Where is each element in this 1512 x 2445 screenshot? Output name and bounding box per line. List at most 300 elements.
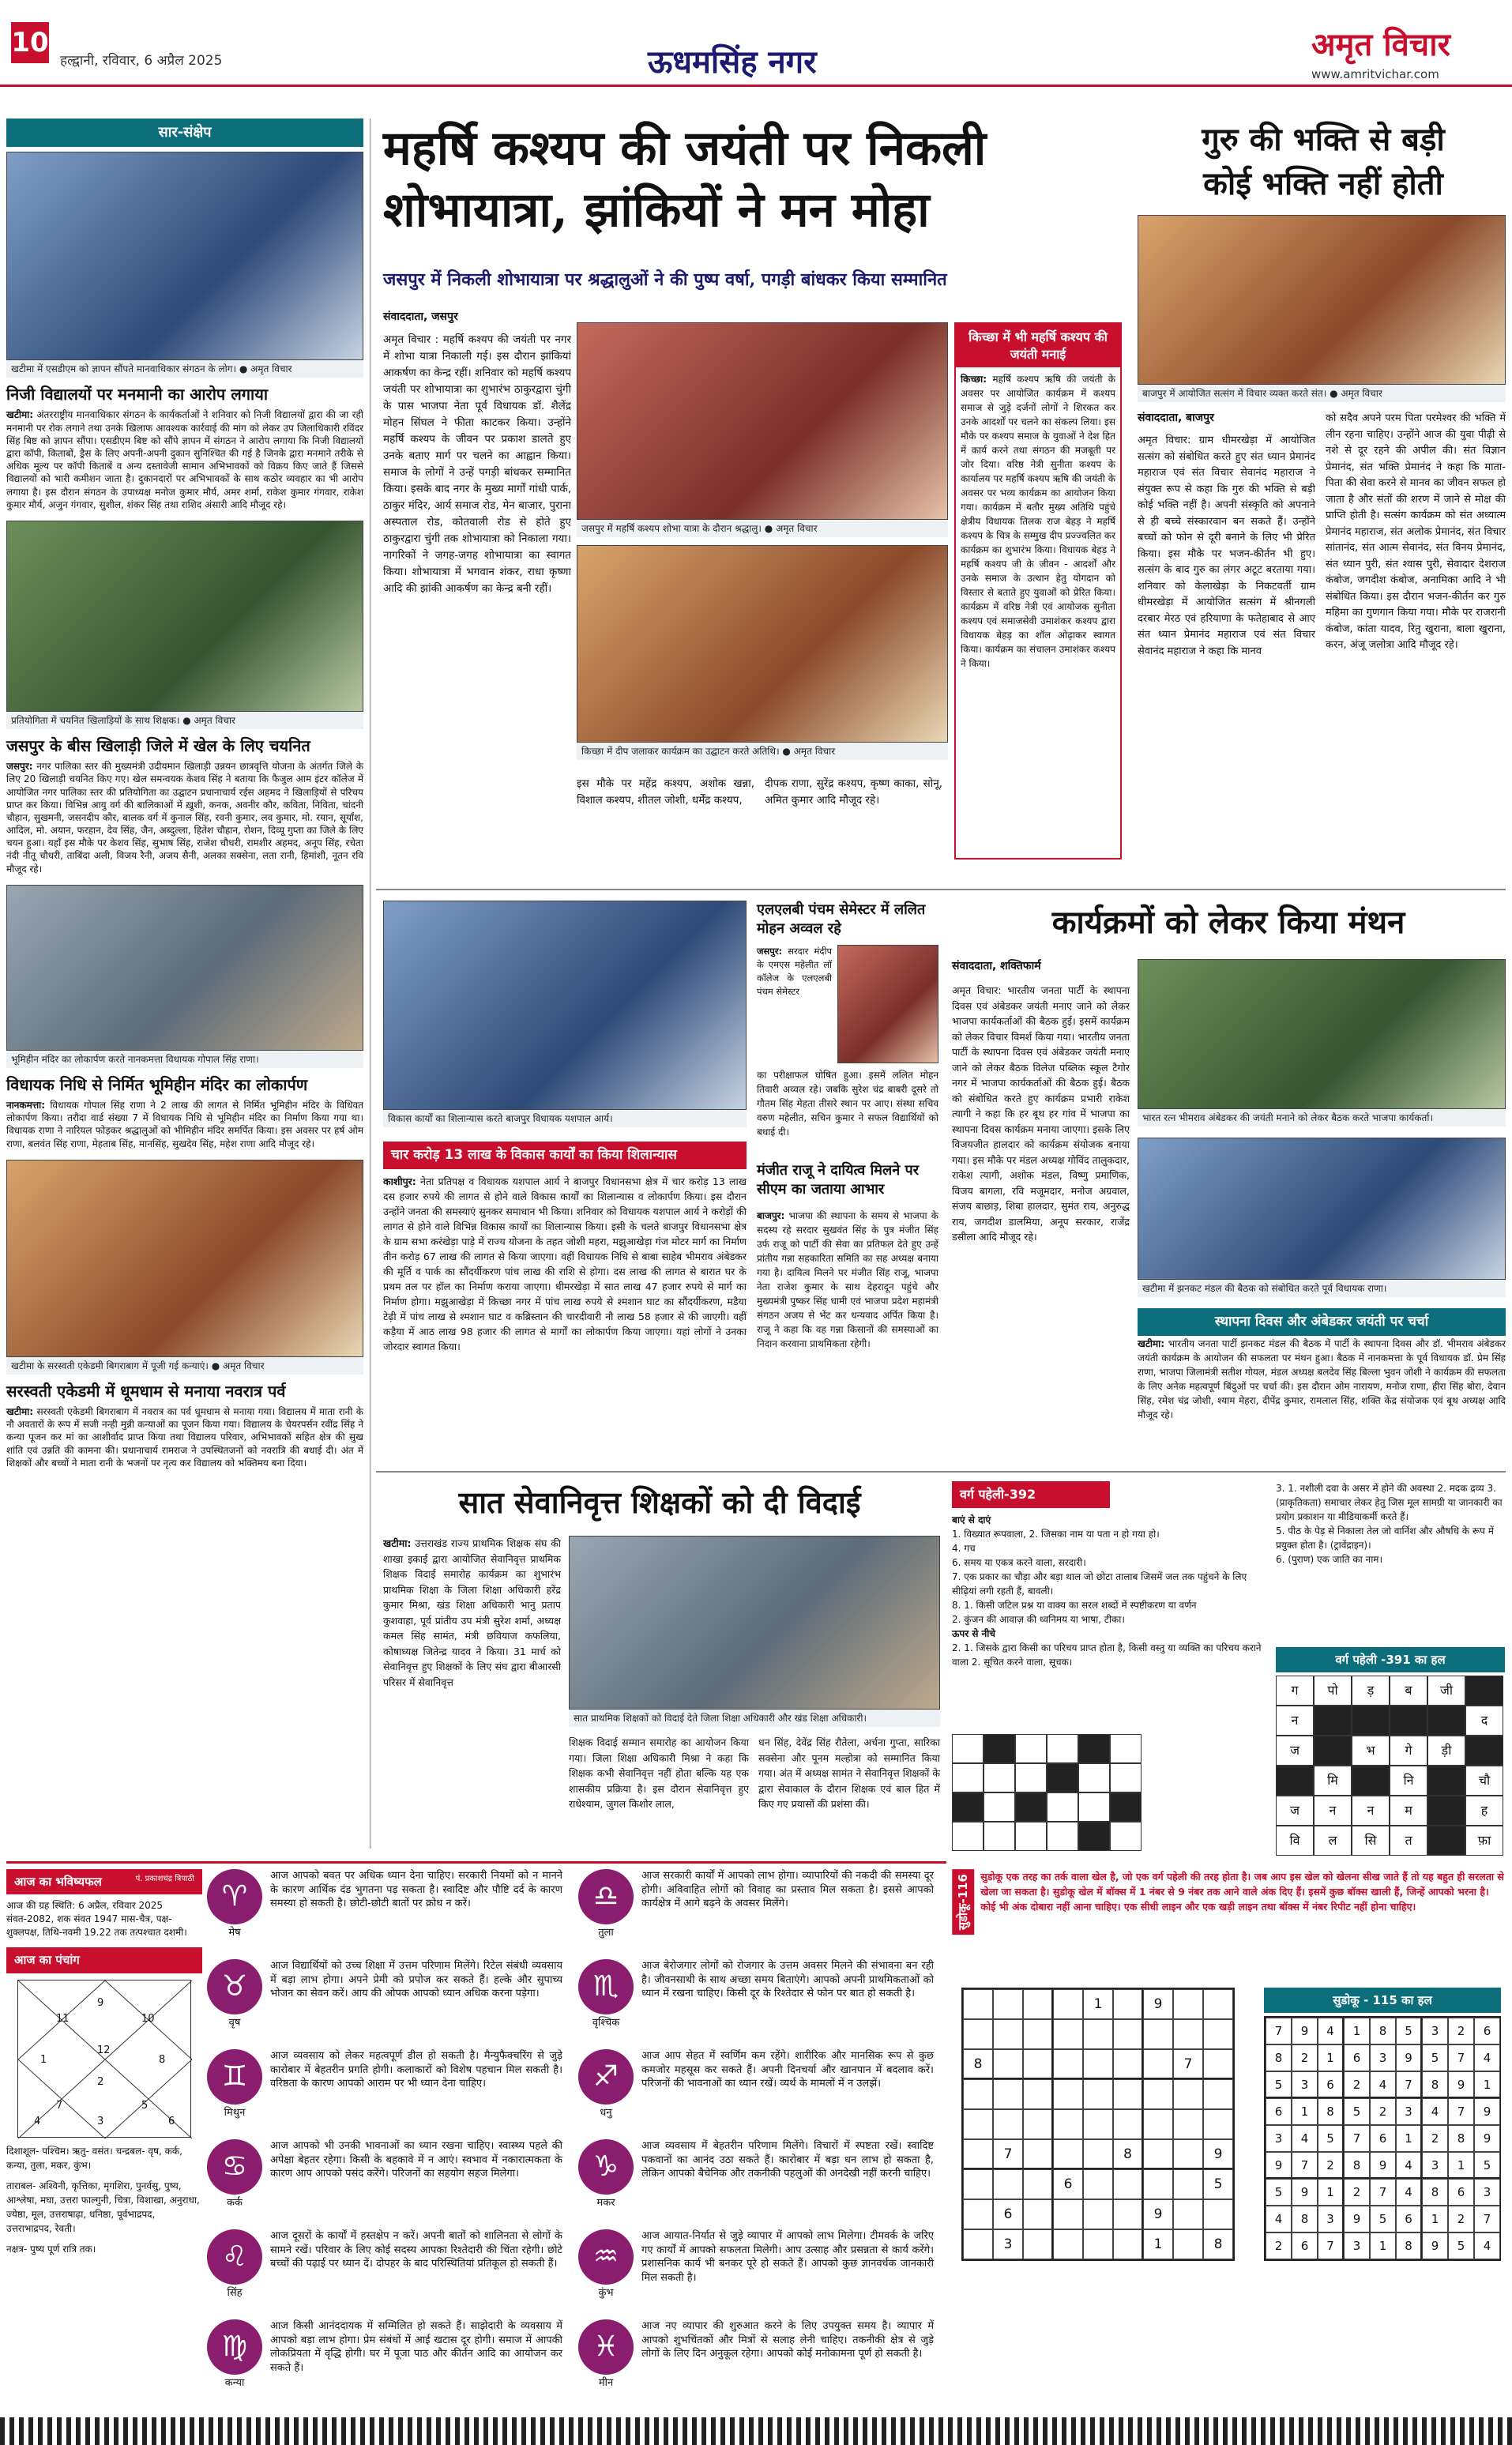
cw-answer-cell (1427, 1706, 1465, 1736)
sudoku-cell[interactable] (1203, 2199, 1233, 2229)
sudoku-cell[interactable] (993, 2019, 1023, 2049)
zodiac-text: आज व्यवसाय में बेहतरीन परिणाम मिलेंगे। विचारों में स्पष्टता रखें। स्वादिष्ट पकवानों का आनंद उठा सकते हैं। कारोबार में बड़ा धन लाभ हो सकता है, लेकिन आपको बैचेनिक और तकनीकी पहलुओं की अनदेखी नहीं करनी चाहिए। (641, 2140, 934, 2180)
sudoku-answer-cell: 6 (1344, 2044, 1370, 2071)
sudoku-cell[interactable] (1053, 2019, 1083, 2049)
sudoku-cell[interactable] (1203, 2109, 1233, 2139)
zodiac-icon: ♍ (207, 2319, 262, 2375)
sudoku-cell[interactable] (1023, 1989, 1053, 2019)
guru-reporter: संवाददाता, बाजपुर (1138, 412, 1214, 424)
sudoku-cell[interactable] (1053, 1989, 1083, 2019)
sudoku-cell[interactable] (1023, 2169, 1053, 2199)
zodiac-name: वृश्चिक (592, 2017, 620, 2029)
crossword-answer-grid (1276, 1676, 1505, 1856)
sudoku-answer (1264, 1988, 1501, 2261)
sudoku-answer-cell: 8 (1370, 2018, 1396, 2044)
cw-cell[interactable] (1047, 1822, 1078, 1851)
sudoku-cell[interactable] (1113, 1989, 1143, 2019)
shikshak-body-col2: शिक्षक विदाई सम्मान समारोह का आयोजन किया गया। जिला शिक्षा अधिकारी मिश्रा ने कहा कि शिक्षक कभी सेवानिवृत्त नहीं होता बल्कि यह एक शासकीय प्रक्रिया है। इस दौरान सेवानिवृत्त हुए राधेश्याम, जुगल किशोर लाल, (569, 1736, 749, 1810)
sudoku-answer-cell: 1 (1396, 2125, 1422, 2152)
zodiac-name: सिंह (227, 2287, 243, 2299)
sudoku-answer-cell: 6 (1370, 2125, 1396, 2152)
sudoku-answer-cell: 7 (1318, 2232, 1344, 2259)
sudoku-answer-cell: 1 (1474, 2071, 1500, 2098)
sudoku-answer-cell: 8 (1422, 2179, 1448, 2206)
sudoku-cell[interactable] (993, 2169, 1023, 2199)
sudoku-cell[interactable] (1053, 2199, 1083, 2229)
zodiac-sign (207, 1869, 562, 1940)
sudoku-answer-cell: 1 (1318, 2044, 1344, 2071)
sidebar-story-1-title: निजी विद्यालयों पर मनमानी का आरोप लगाया (6, 385, 268, 404)
sudoku-answer-cell: 1 (1422, 2206, 1448, 2232)
sudoku-cell[interactable] (1083, 2139, 1113, 2169)
sudoku-answer-cell: 4 (1422, 2098, 1448, 2125)
sudoku-answer-cell: 4 (1266, 2206, 1292, 2232)
lalit-headline: एलएलबी पंचम सेमेस्टर में ललित मोहन अव्वल रहे (757, 901, 926, 937)
cw-cell (1015, 1792, 1047, 1822)
panchang-title-text: आज का भविष्यफल (14, 1875, 102, 1889)
sudoku-cell[interactable] (963, 2019, 993, 2049)
shilanyas-text: नेता प्रतिपक्ष व विधायक यशपाल आर्य ने बाजपुर विधानसभा क्षेत्र में चार करोड़ 13 लाख दस हजार रुपये की लागत से होने वाले विकास कार्यों का शिलान्यास व लोकार्पण किया। इस दौरान उन्होंने जनता की समस्याएं सुनकर समाधान भी किया। शनिवार को विधायक यशपाल आर्य ने करोड़ों की लागत से होने वाले विभिन्न विकास कार्यों का शिलान्यास किया। इसी के चलते बाजपुर विधानसभा क्षेत्र के ग्राम सभा करंखेड़ा पाड़े में राज्य योजना के तहत जोशी महरा, मझुआखेड़ा गंज मोटर मार्ग का निर्माण तीन करोड़ 67 लाख की लागत से किया जाएगा। वहीं विधायक निधि से बाबा साहेब भीमराव अंबेडकर की मूर्ति व पार्क का सौंदर्यीकरण पांच लाख की राशि से होगा। दस लाख की लागत से बारात घर के प्रथम तल पर हॉल का निर्माण कराया जाएगा। धीमरखेड़ा में सात लाख 47 हजार रुपये से मार्ग का निर्माण होगा। मझुआखेड़ा में किच्छा नगर में पांच लाख रुपये से श्मशान घाट का सौंदर्यीकरण, मडैया टेढ़ी में पांच लाख से श्मशान घाट व कब्रिस्तान की चारदीवारी नौ लाख 58 हजार से की जाएगी। वहीं कड़ैया में आठ लाख 98 हजार की लागत से मार्गों का लोकार्पण किया जाएगा। यहां लोगों ने उनका जोरदार स्वागत किया। (383, 1175, 747, 1352)
sudoku-cell[interactable] (1053, 2109, 1083, 2139)
sudoku-cell[interactable] (1113, 2079, 1143, 2109)
zodiac-icon: ♐ (578, 2049, 634, 2105)
clue-down: 3. 1. नशीली दवा के असर में होने की अवस्था 2. मदक द्रव्य 3. (प्राकृतिकता) समाचार लेकर हेतु जिस मूल सामग्री या जानकारी का प्रयोग प्रकाशन या मीडियाकर्मी करते हैं। (1276, 1483, 1503, 1522)
bottom-strip (0, 2417, 1512, 2445)
nakshatra: नक्षत्र- पुष्य पूर्ण रात्रि तक। (6, 2243, 96, 2255)
row-rule-2 (376, 1471, 1506, 1473)
sudoku-cell[interactable] (1203, 2049, 1233, 2079)
sidebar-photo-2 (6, 521, 363, 712)
sudoku-cell[interactable] (1023, 2049, 1053, 2079)
clue-across: 6. समय या एकत्र करने वाला, सरदारी। (952, 1557, 1086, 1568)
cw-answer-cell: ज (1276, 1796, 1314, 1826)
sudoku-cell: 8 (1203, 2229, 1233, 2259)
zodiac-icon-box (207, 1959, 262, 2030)
cw-cell[interactable] (1110, 1734, 1142, 1763)
sudoku-cell[interactable] (1203, 2019, 1233, 2049)
zodiac-icon-box (578, 2229, 634, 2300)
cw-answer-cell (1314, 1736, 1352, 1766)
cw-cell[interactable] (1015, 1763, 1047, 1792)
zodiac-name: मेष (228, 1927, 241, 1939)
sudoku-cell[interactable] (1113, 2019, 1143, 2049)
cw-answer-cell: फ़ा (1465, 1826, 1503, 1856)
sudoku-instructions: सुडोकू एक तरह का तर्क वाला खेल है, जो एक वर्ग पहेली की तरह होता है। जब आप इस खेल को खेलना सीख जाते हैं तो यह बहुत ही सरलता से खेला जा सकता है। सुडोकू खेल में बॉक्स में 1 नंबर से 9 नंबर तक आने वाले अंक दिए हैं। इसमें कुछ बॉक्स खाली हैं, जिन्हें आपको भरना है। कोई भी अंक दोबारा नहीं आना चाहिए। एक सीधी लाइन और एक खड़ी लाइन तथा बॉक्स में नंबर रिपीट नहीं होना चाहिए। (980, 1871, 1504, 1913)
sudoku-grid[interactable] (961, 1988, 1235, 2261)
sudoku-answer-cell: 1 (1292, 2098, 1318, 2125)
sudoku-cell[interactable] (1173, 2079, 1203, 2109)
zodiac-name: धनु (600, 2107, 612, 2119)
sudoku-cell[interactable] (1083, 2169, 1113, 2199)
crossword-across-head: बाएं से दाएं (952, 1514, 991, 1525)
lead-body-bottom-2: दीपक राणा, सुरेंद्र कश्यप, कृष्ण काका, सोनू, अमित कुमार आदि मौजूद रहे। (765, 777, 942, 807)
sudoku-cell[interactable] (1083, 2229, 1113, 2259)
kundli-number: 3 (97, 2115, 104, 2127)
sudoku-answer-cell: 6 (1318, 2071, 1344, 2098)
sudoku-answer-cell: 9 (1422, 2232, 1448, 2259)
manthan-photo-2 (1138, 1138, 1506, 1280)
kundli-number: 6 (168, 2115, 175, 2127)
sidebar-story-2-text: नगर पालिका स्तर की मुख्यमंत्री उदीयमान खिलाड़ी उन्नयन छात्रवृत्ति योजना के अंतर्गत जिले के लिए 20 खिलाड़ी चयनित किए गए। खेल समन्वयक केशव सिंह ने बताया कि फैजुल आम इंटर कॉलेज में आयोजित नगर पालिका स्तर की प्रतियोगिता का उद्घाटन प्रधानाचार्य रईस अहमद ने खिलाड़ियों से परिचय प्राप्त कर किया। विभिन्न आयु वर्ग की बालिकाओं में ख़ुशी, कनक, अवनीर कौर, कविता, निविता, चांदनी चौहान, सुखमनी, जसनदीप कौर, बालक वर्ग में कुनाल सिंह, रवनी कुमार, लव कुमार, मो. रयान, सूर्यांश, आदिल, मो. अयान, फरहान, देव सिंह, जैन, अब्दुल्ला, हितेश चौहान, रोशन, दिव्यू गुप्ता का जिले के लिए चयन हुआ। यहाँ इस मौके पर केशव सिंह, सुभाष सिंह, राजेश चौधरी, रामशीर अहमद, अनूप सिंह, रचेता नंदी नीतू चौधरी, ताबिंदा अली, विजय रैनी, अजय सैनी, अलका सक्सेना, लता रानी, हिमांशी, नूतन रवि मौजूद रहे। (6, 761, 363, 875)
zodiac-text: आज आयात-निर्यात से जुड़े व्यापार में आपको लाभ मिलेगा। टीमवर्क के जरिए गए कार्यों में आपको सफलता मिलेगी। आप उत्साह और प्रसन्नता से कार्य करेंगे। प्रशासनिक कार्य भी बनकर पूरे हो सकते हैं। आपको कुछ ज्ञानवर्धक जानकारी मिल सकती है। (641, 2230, 934, 2284)
sidebar-photo-1-caption: खटीमा में एसडीएम को ज्ञापन सौंपते मानवाधिकार संगठन के लोग। ● अमृत विचार (6, 360, 363, 378)
shikshak-headline: सात सेवानिवृत्त शिक्षकों को दी विदाई (458, 1484, 861, 1520)
sudoku-answer-cell: 5 (1318, 2125, 1344, 2152)
cw-cell (1078, 1822, 1110, 1851)
sudoku-answer-cell: 3 (1474, 2179, 1500, 2206)
cw-cell (984, 1734, 1015, 1763)
sudoku-answer-cell: 3 (1396, 2098, 1422, 2125)
sudoku-answer-cell: 2 (1448, 2206, 1474, 2232)
clue-across: 8. 1. किसी जटिल प्रश्न या वाक्य का सरल शब्दों में स्पष्टीकरण या वर्णन (952, 1600, 1197, 1611)
sudoku-cell[interactable] (1143, 2019, 1173, 2049)
shilanyas-dateline: काशीपुर: (383, 1175, 416, 1187)
manjit-text: भाजपा की स्थापना के समय से भाजपा के सदस्य रहे सरदार सुखवंत सिंह के पुत्र मंजीत सिंह उर्फ राजू को पार्टी की सेवा का प्रतिफल देते हुए उन्हें प्रांतीय गन्ना सहकारिता समिति का सह अध्यक्ष बनाया गया है। दायित्व मिलने पर मंजीत सिंह राजू, भाजपा नेता राजेश कुमार के साथ देहरादून पहुंचे और मुख्यमंत्री पुष्कर सिंह धामी एवं भाजपा प्रदेश महामंत्री संगठन अजय से भेंट कर धन्यवाद अर्पित किया है। राजू ने कहा कि वह गन्ना किसानों की समस्याओं का निदान करवाना प्राथमिकता रहेगी। (757, 1210, 938, 1349)
manthan-photo-1 (1138, 959, 1506, 1109)
sudoku-cell[interactable] (1113, 2109, 1143, 2139)
cw-cell[interactable] (1078, 1763, 1110, 1792)
sudoku-cell[interactable] (1023, 2109, 1053, 2139)
sudoku-answer-cell: 7 (1344, 2125, 1370, 2152)
sudoku-cell[interactable] (1053, 2139, 1083, 2169)
manjit-body (757, 1209, 938, 1460)
sudoku-cell: 8 (1113, 2139, 1143, 2169)
sudoku-cell[interactable] (993, 2079, 1023, 2109)
shikshak-dateline: खटीमा: (383, 1537, 412, 1549)
kundli-number: 11 (56, 2012, 70, 2025)
sudoku-answer-cell: 5 (1474, 2152, 1500, 2179)
cw-cell[interactable] (1015, 1822, 1047, 1851)
cw-cell[interactable] (1110, 1822, 1142, 1851)
shilanyas-photo-caption: विकास कार्यों का शिलान्यास करते बाजपुर विधायक यशपाल आर्य। (383, 1110, 747, 1127)
sudoku-answer-grid (1264, 2016, 1501, 2261)
panchang-byline: पं. प्रकाशचंद्र त्रिपाठी (135, 1875, 194, 1883)
sidebar-story-4-title: सरस्वती एकेडमी में धूमधाम से मनाया नवरात्र पर्व (6, 1381, 286, 1401)
sudoku-cell[interactable] (1053, 2049, 1083, 2079)
cw-answer-cell: न (1276, 1706, 1314, 1736)
sidebar-story-1-body (6, 408, 363, 511)
sudoku-cell: 1 (1143, 2229, 1173, 2259)
sidebar-photo-4-caption: खटीमा के सरस्वती एकेडमी बिगराबाग में पूजी गई कन्याएं। ● अमृत विचार (6, 1357, 363, 1375)
crossword (952, 1481, 1505, 1860)
manthan-reporter: संवाददाता, शक्तिफार्म (952, 960, 1041, 972)
sudoku-cell[interactable] (1053, 2079, 1083, 2109)
sudoku-cell[interactable] (1143, 2079, 1173, 2109)
zodiac-icon: ♒ (578, 2229, 634, 2285)
zodiac-icon: ♎ (578, 1869, 634, 1924)
zodiac-icon: ♏ (578, 1959, 634, 2014)
cw-answer-cell: त (1390, 1826, 1427, 1856)
row-rule (376, 889, 1506, 890)
cw-answer-cell: सि (1352, 1826, 1390, 1856)
tarabal: ताराबल- अश्विनी, कृत्तिका, मृगशिरा, पुनर्वसु, पुष्य, आश्लेषा, मघा, उत्तरा फाल्गुनी, चित्रा, विशाखा, अनुराधा, ज्येष्ठा, मूल, उत्तराषाढ़ा, धनिष्ठा, पूर्वभाद्रपद, उत्तराभाद्रपद, रेवती। (6, 2180, 200, 2234)
sudoku-answer-cell: 4 (1292, 2125, 1318, 2152)
sudoku-cell[interactable] (963, 2139, 993, 2169)
sudoku-cell[interactable] (963, 2109, 993, 2139)
sudoku-cell[interactable] (1173, 2199, 1203, 2229)
sidebar-story-2-title: जसपुर के बीस खिलाड़ी जिले में खेल के लिए चयनित (6, 736, 310, 756)
sudoku-cell[interactable] (1023, 2079, 1053, 2109)
cw-cell[interactable] (952, 1763, 984, 1792)
sudoku-answer-cell: 3 (1422, 2152, 1448, 2179)
sudoku-answer-cell: 5 (1422, 2044, 1448, 2071)
cw-cell[interactable] (1110, 1763, 1142, 1792)
zodiac-icon-box (207, 2319, 262, 2390)
sudoku-cell[interactable] (1143, 2139, 1173, 2169)
sudoku-answer-cell: 2 (1344, 2071, 1370, 2098)
guru-photo (1138, 215, 1506, 385)
zodiac-icon-box (578, 1959, 634, 2030)
cw-cell[interactable] (1047, 1734, 1078, 1763)
clue-across: 4. गच (952, 1543, 976, 1554)
cw-answer-cell (1276, 1766, 1314, 1796)
sudoku-cell[interactable] (1053, 2229, 1083, 2259)
sudoku-cell: 9 (1143, 2199, 1173, 2229)
crossword-grid[interactable] (952, 1734, 1142, 1853)
sudoku-answer-cell: 4 (1396, 2152, 1422, 2179)
brand-logo: अमृत विचार (1311, 26, 1450, 63)
cw-answer-cell: ड़ी (1427, 1736, 1465, 1766)
cw-answer-cell (1427, 1826, 1465, 1856)
cw-answer-cell: न (1352, 1796, 1390, 1826)
sudoku-cell[interactable] (1113, 2199, 1143, 2229)
sudoku-cell: 6 (1053, 2169, 1083, 2199)
clue-across: 1. विख्यात रूपवाला, 2. जिसका नाम या पता न हो गया हो। (952, 1529, 1160, 1540)
panchang (6, 1869, 202, 2414)
kundli-number: 5 (141, 2099, 149, 2112)
guru-photo-caption: बाजपुर में आयोजित सत्संग में विचार व्यक्त करते संत। ● अमृत विचार (1138, 385, 1506, 402)
sudoku-cell[interactable] (963, 2229, 993, 2259)
cw-cell[interactable] (1015, 1734, 1047, 1763)
kundli-number: 8 (159, 2053, 166, 2066)
sudoku-answer-cell: 9 (1266, 2152, 1292, 2179)
zodiac-sign (578, 1869, 934, 1940)
cw-answer-cell (1427, 1766, 1465, 1796)
panchang-text: आज की ग्रह स्थिति: 6 अप्रैल, रविवार 2025 संवत-2082, शक संवत 1947 मास-चैत्र, पक्ष-शुक्लपक्ष, तिथि-नवमी 19.22 तक तत्पश्चात दशमी। (6, 1900, 187, 1939)
sudoku-cell[interactable] (993, 2049, 1023, 2079)
shikshak-body-col1 (383, 1536, 561, 1852)
sudoku-cell: 8 (963, 2049, 993, 2079)
sudoku-cell[interactable] (1023, 2229, 1053, 2259)
sudoku-cell[interactable] (1113, 2169, 1143, 2199)
sidebar-story-1-text: अंतरराष्ट्रीय मानवाधिकार संगठन के कार्यकर्ताओं ने शनिवार को निजी विद्यालयों द्वारा की जा रही मनमानी पर रोक लगाने तथा उनके खिलाफ आवश्यक कार्रवाई की मांग को लेकर उप जिलाधिकारी रविंदर सिंह बिष्ट को ज्ञापन सौंपा। एसडीएम बिष्ट को सौंपे ज्ञापन में संगठन ने आरोप लगाया कि निजी विद्यालयों द्वारा कॉपी, किताबों, ड्रैस के लिए अपनी-अपनी दुकान सुनिश्चित की गई है जिनके द्वारा मनमाने तरीके से अधिक मूल्य पर कॉपी किताबें व अन्य दस्तावेजी सामान अभिभावकों को विक्रय किए जाते हैं जिससे विद्यालयों को भारी कमीशन जाता है। दुकानदारों पर अभिभावकों के साथ कठोर व्यवहार का भी आरोप लगाया है। इस दौरान संगठन के उपाध्यक्ष मनोज कुमार मौर्य, अमर शर्मा, राकेश कुमार गंगवार, राकेश कुमार मौर्य, अजुन गंगवार, सुशील, शंकर सिंह तथा राशिद अंसारी आदि मौजूद रहे। (6, 409, 363, 510)
sudoku-cell[interactable] (1023, 2019, 1053, 2049)
zodiac-icon-box (578, 1869, 634, 1940)
chart-title: आज का पंचांग (6, 1947, 202, 1973)
cw-answer-cell: ड़ (1352, 1676, 1390, 1706)
sudoku-cell[interactable] (993, 1989, 1023, 2019)
zodiac-icon: ♌ (207, 2229, 262, 2285)
sudoku-cell: 9 (1143, 1989, 1173, 2019)
sudoku-cell: 7 (1173, 2049, 1203, 2079)
kichha-text: महर्षि कश्यप ऋषि की जयंती के अवसर पर आयोजित कार्यक्रम में कश्यप समाज से जुड़े दर्जनों लोगों ने शिरकत कर उनके आदर्शों पर चलने का संकल्प लिया। इस मौके पर कश्यप समाज के युवाओं ने देश हित में कार्य करने तथा संगठन की मजबूती पर जोर दिया। वरिष्ठ नेत्री सुनीता कश्यप के कार्यालय पर महर्षि कश्यप ऋषि की जयंती के अवसर पर भव्य कार्यक्रम का आयोजन किया गया। कार्यक्रम में बतौर मुख्य अतिथि पहुंचे क्षेत्रीय विधायक तिलक राज बेहड़ ने महर्षि कश्यप के चित्र के सम्मुख दीप प्रज्ज्वलित कर कार्यक्रम का शुभारंभ किया। विधायक बेहड़ ने महर्षि कश्यप जी के जीवन - आदर्शों और उनके समाज के उत्थान हेतु योगदान को विस्तार से बताते हुए युवाओं को प्रेरित किया। कार्यक्रम में वरिष्ठ नेत्री एवं आयोजक सुनीता कश्यप एवं समाजसेवी उमाशंकर कश्यप द्वारा विधायक बेहड़ का शॉल ओढ़ाकर स्वागत किया। कार्यक्रम का संचालन उमाशंकर कश्यप ने किया। (961, 374, 1115, 670)
sudoku-cell[interactable] (1083, 2049, 1113, 2079)
sudoku-cell[interactable] (1023, 2139, 1053, 2169)
sudoku-cell[interactable] (1143, 2169, 1173, 2199)
zodiac-icon-box (578, 2049, 634, 2120)
zodiac-icon: ♊ (207, 2049, 262, 2105)
sudoku-cell[interactable] (1023, 2199, 1053, 2229)
sudoku-answer-cell: 7 (1266, 2018, 1292, 2044)
lalit-dateline: जसपुर: (757, 946, 783, 957)
crossword-answer-title: वर्ग पहेली -391 का हल (1276, 1647, 1505, 1672)
sudoku-answer-cell: 6 (1474, 2018, 1500, 2044)
sudoku-answer-cell: 6 (1266, 2098, 1292, 2125)
sudoku-answer-cell: 8 (1266, 2044, 1292, 2071)
zodiac-sign (207, 2229, 562, 2300)
row-rule-3 (6, 1861, 946, 1864)
sudoku-cell[interactable] (1083, 2199, 1113, 2229)
manthan-photo-2-caption: खटीमा में झनकट मंडल की बैठक को संबोधित करते पूर्व विधायक राणा। (1138, 1280, 1506, 1297)
cw-cell[interactable] (952, 1822, 984, 1851)
clue-across: 2. कुंजन की आवाज़ की ध्वनिमय या भाषा, टीका। (952, 1614, 1125, 1625)
cw-cell (1047, 1763, 1078, 1792)
cw-answer-cell (1390, 1706, 1427, 1736)
sudoku-cell[interactable] (1173, 2229, 1203, 2259)
brand-url: www.amritvichar.com (1311, 67, 1439, 81)
lead-photo-1 (577, 322, 948, 520)
sudoku-answer-cell: 5 (1396, 2018, 1422, 2044)
cw-cell[interactable] (1047, 1792, 1078, 1822)
zodiac-name: मीन (598, 2377, 614, 2389)
cw-cell[interactable] (1078, 1792, 1110, 1822)
crossword-answer (1276, 1647, 1505, 1856)
clue-across: 7. एक प्रकार का चौड़ा और बड़ा थाल जो छोटा तालाब जिसमें जल तक पहुंचने के लिए सीढ़ियां लगी रहती हैं, बावली। (952, 1571, 1247, 1597)
sudoku-cell[interactable] (1173, 2139, 1203, 2169)
sudoku-title: सुडोकू-116 (952, 1869, 974, 1935)
sudoku-cell[interactable] (1083, 2079, 1113, 2109)
kundli-number: 12 (97, 2044, 111, 2056)
cw-answer-cell: न (1314, 1796, 1352, 1826)
sudoku-cell[interactable] (1173, 2109, 1203, 2139)
crossword-clues-down-more (1276, 1481, 1505, 1567)
sudoku-cell[interactable] (1083, 2019, 1113, 2049)
cw-cell[interactable] (984, 1792, 1015, 1822)
sudoku-answer-cell: 2 (1292, 2044, 1318, 2071)
lalit-side (757, 945, 832, 999)
zodiac-name: तुला (598, 1927, 614, 1939)
sudoku-answer-cell: 8 (1318, 2098, 1344, 2125)
sudoku-answer-cell: 3 (1344, 2232, 1370, 2259)
sudoku-answer-cell: 4 (1318, 2018, 1344, 2044)
sudoku-cell[interactable] (1203, 2079, 1233, 2109)
sidebar-story-4-text: सरस्वती एकेडमी बिगराबाग में नवरात्र का पर्व धूमधाम से मनाया गया। विद्यालय में माता रानी के नौ अवतारों के रूप में सजी नन्ही मुन्नी कन्याओं का पूजन किया गया। विद्यालय के चेयरपर्सन रवींद्र सिंह ने कन्या पूजन कर मां का आशीर्वाद प्राप्त किया तथा विद्यालय परिवार, अभिभावकों सहित क्षेत्र की सुख शांति एवं उन्नति की कामना की। प्रधानाचार्य रामराज ने उपस्थितजनों को नवरात्रि की बधाई दी। अंत में शिक्षकों और बच्चों ने माता रानी के भजनों पर नृत्य कर विद्यालय को भक्तिमय बना दिया। (6, 1405, 363, 1469)
sudoku-answer-cell: 7 (1370, 2179, 1396, 2206)
sudoku-cell[interactable] (1173, 1989, 1203, 2019)
zodiac-icon: ♋ (207, 2139, 262, 2195)
sudoku-answer-cell: 5 (1448, 2232, 1474, 2259)
sudoku-cell: 9 (1203, 2139, 1233, 2169)
sudoku-answer-cell: 3 (1292, 2071, 1318, 2098)
sudoku-cell[interactable] (963, 1989, 993, 2019)
sudoku-cell[interactable] (1203, 1989, 1233, 2019)
sudoku-answer-cell: 8 (1292, 2206, 1318, 2232)
sudoku-cell[interactable] (963, 2199, 993, 2229)
sidebar (6, 118, 363, 1853)
zodiac-sign (207, 2139, 562, 2210)
sudoku-cell[interactable] (1143, 2109, 1173, 2139)
sthapna-body (1138, 1337, 1506, 1463)
sudoku-answer-cell: 9 (1474, 2125, 1500, 2152)
dishashool: दिशाशूल- पश्चिम। ऋतु- वसंत। चन्द्रबल- वृष, कर्क, कन्या, तुला, मकर, कुंभ। (6, 2145, 182, 2171)
lead-photo-2-caption: किच्छा में दीप जलाकर कार्यक्रम का उद्घाटन करते अतिथि। ● अमृत विचार (577, 743, 948, 760)
cw-cell[interactable] (952, 1734, 984, 1763)
cw-cell (1078, 1734, 1110, 1763)
zodiac-sign (207, 1959, 562, 2030)
shilanyas-headline: चार करोड़ 13 लाख के विकास कार्यों का किया शिलान्यास (383, 1142, 747, 1169)
sidebar-story-3-text: विधायक गोपाल सिंह राणा ने 2 लाख की लागत से निर्मित भूमिहीन मंदिर के विधिवत लोकार्पण किया। तरौदा वार्ड संख्या 7 में विधायक निधि से भूमिहीन मंदिर का निर्माण किया गया था। विधायक राणा ने नारियल फोड़कर श्रद्धालुओं को भीमिहीन मंदिर समर्पित किया। इस अवसर पर हर्ष ओम राणा, बलवंत सिंह राणा, मेहताब सिंह, मानसिंह, सुखदेव सिंह, महेश राणा आदि मौजूद रहे। (6, 1100, 363, 1149)
cw-answer-cell (1352, 1766, 1390, 1796)
zodiac-list (207, 1869, 946, 2414)
sudoku-cell[interactable] (1113, 2049, 1143, 2079)
kundli-number: 4 (34, 2115, 41, 2127)
sidebar-photo-4 (6, 1160, 363, 1357)
lead-reporter: संवाददाता, जसपुर (383, 310, 458, 323)
sudoku-cell: 7 (993, 2139, 1023, 2169)
clue-down: 5. पीठ के पेड़ से निकाला तेल जो वार्निश और औषधि के रूप में प्रयुक्त होता है। (ट्रावेंद्राइन)। (1276, 1525, 1494, 1551)
zodiac-sign (578, 2049, 934, 2120)
sidebar-story-3-dateline: नानकमत्ता: (6, 1100, 46, 1112)
sidebar-story-4-body (6, 1405, 363, 1469)
sudoku (952, 1869, 1505, 2414)
sudoku-cell: 1 (1083, 1989, 1113, 2019)
sudoku-answer-cell: 3 (1370, 2044, 1396, 2071)
sudoku-cell[interactable] (963, 2079, 993, 2109)
sudoku-answer-cell: 2 (1422, 2125, 1448, 2152)
sudoku-cell[interactable] (993, 2109, 1023, 2139)
cw-answer-cell (1465, 1676, 1503, 1706)
cw-cell[interactable] (984, 1763, 1015, 1792)
zodiac-name: कुंभ (598, 2287, 614, 2299)
cw-answer-cell: मि (1314, 1766, 1352, 1796)
cw-answer-cell: पो (1314, 1676, 1352, 1706)
sudoku-answer-cell: 3 (1266, 2125, 1292, 2152)
cw-cell[interactable] (984, 1822, 1015, 1851)
sidebar-photo-1 (6, 152, 363, 360)
cw-answer-cell (1352, 1706, 1390, 1736)
crossword-title: वर्ग पहेली-392 (952, 1481, 1110, 1508)
sudoku-cell[interactable] (1173, 2019, 1203, 2049)
cw-answer-cell: जी (1427, 1676, 1465, 1706)
sudoku-answer-cell: 2 (1318, 2152, 1344, 2179)
sudoku-answer-cell: 5 (1370, 2206, 1396, 2232)
zodiac-text: आज बेरोजगार लोगों को रोजगार के उत्तम अवसर मिलने की संभावना बन रही है। जीवनसाथी के साथ अच्छा समय बिताएंगे। आपको अपनी प्राथमिकताओं को ध्यान में रखना चाहिए। किसी दूर के रिश्तेदार से फोन पर बात हो सकती है। (641, 1960, 934, 2000)
sudoku-cell[interactable] (1113, 2229, 1143, 2259)
sudoku-cell[interactable] (1083, 2109, 1113, 2139)
kichha-title: किच्छा में भी महर्षि कश्यप की जयंती मनाई (956, 324, 1120, 367)
sudoku-answer-cell: 8 (1422, 2071, 1448, 2098)
sidebar-story-3-title: विधायक निधि से निर्मित भूमिहीन मंदिर का लोकार्पण (6, 1075, 308, 1095)
crossword-clues-across (952, 1513, 1268, 1669)
sudoku-answer-cell: 7 (1448, 2044, 1474, 2071)
zodiac-text: आज आपको भी उनकी भावनाओं का ध्यान रखना चाहिए। स्वास्थ्य पहले की अपेक्षा बेहतर रहेगा। किसी के बहकावे में न आएं। स्वभाव में नकारात्मकता के कारण आप आपको पसंद करेंगे। परिजनों का सहयोग सहज मिलेगा। (270, 2140, 562, 2180)
cw-answer-cell (1465, 1736, 1503, 1766)
sudoku-cell[interactable] (963, 2169, 993, 2199)
zodiac-text: आज आपको बवत पर अधिक ध्यान देना चाहिए। सरकारी नियमों को न मानने के कारण आर्थिक दंड भुगतना पड़ सकता है। स्वादिष्ट और पौष्टि दर्द के कारण समस्या हो सकती है। छोटी-छोटी बातों पर क्रोध न करें। (270, 1870, 562, 1910)
kundli-number: 9 (97, 1996, 104, 2009)
manjit-headline: मंजीत राजू ने दायित्व मिलने पर सीएम का जताया आभार (757, 1162, 920, 1198)
sudoku-answer-cell: 3 (1422, 2018, 1448, 2044)
lalit-portrait (837, 945, 938, 1063)
sudoku-answer-cell: 1 (1318, 2179, 1344, 2206)
sudoku-header (952, 1869, 1505, 1935)
manthan-headline: कार्यक्रमों को लेकर किया मंथन (1051, 904, 1405, 941)
sudoku-cell[interactable] (1173, 2169, 1203, 2199)
sudoku-cell[interactable] (1143, 2049, 1173, 2079)
sudoku-answer-cell: 8 (1448, 2125, 1474, 2152)
cw-answer-cell: ग (1276, 1676, 1314, 1706)
cw-answer-cell: चौ (1465, 1766, 1503, 1796)
